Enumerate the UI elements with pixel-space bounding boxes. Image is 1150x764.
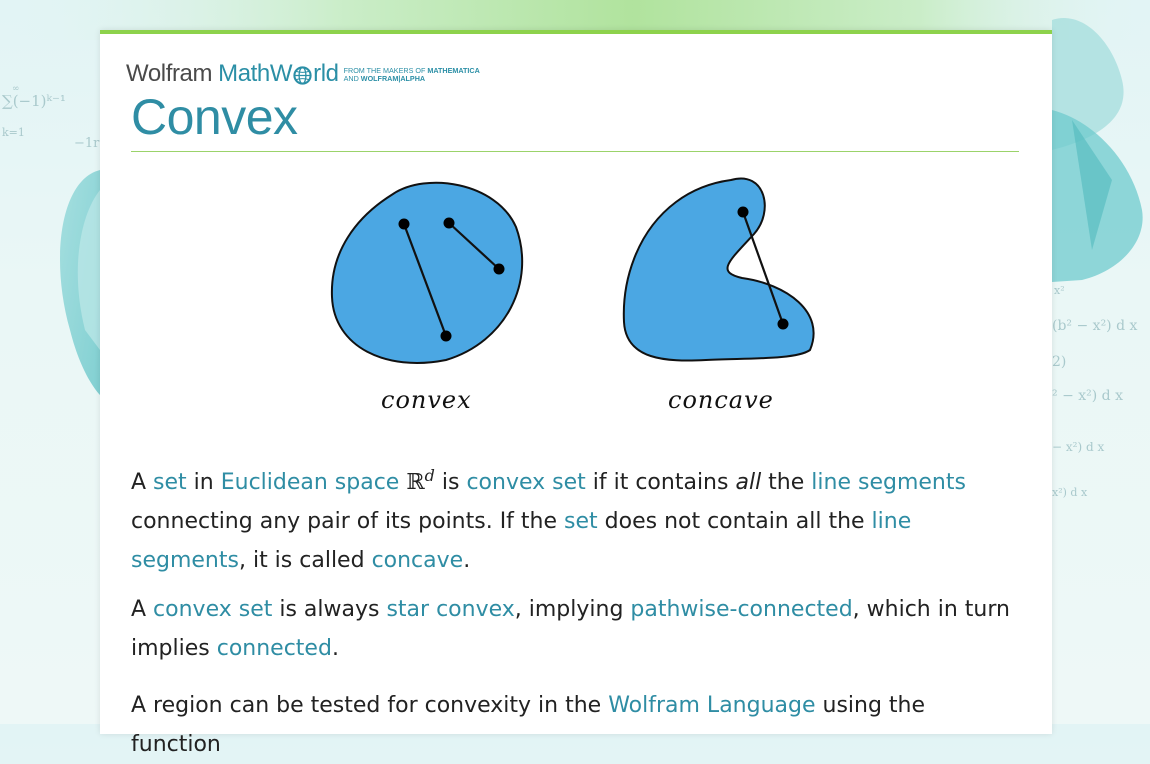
link-convex-set[interactable]: convex set xyxy=(153,597,273,622)
convex-concave-figure xyxy=(326,172,826,422)
link-pathwise-connected[interactable]: pathwise-connected xyxy=(630,597,853,622)
paragraph-wolfram-language: A region can be tested for convexity in the Wolfram Language using the function xyxy=(131,693,926,757)
background-formula-right-3: 2) xyxy=(1052,354,1067,370)
paragraph-star-convex: A convex set is always star convex, implying pathwise-connected, which in turn implies connected. xyxy=(131,597,1010,661)
logo-mathworld-text: MathW xyxy=(218,60,293,87)
link-concave[interactable]: concave xyxy=(371,548,464,573)
link-wolfram-language[interactable]: Wolfram Language xyxy=(608,693,816,718)
convex-point xyxy=(441,331,452,342)
concave-point xyxy=(738,207,749,218)
link-set[interactable]: set xyxy=(153,470,187,495)
emphasis-all: all xyxy=(735,470,762,495)
background-formula-sum: ∑(−1)ᵏ⁻¹ xyxy=(2,92,66,110)
background-right-graphic xyxy=(1052,0,1150,724)
background-formula-right-2: x² xyxy=(1054,284,1065,297)
background-formula-sup: ∞ xyxy=(12,84,20,94)
link-line-segments[interactable]: line segments xyxy=(811,470,966,495)
caption-concave: concave xyxy=(668,386,774,414)
background-formula-sub: k=1 xyxy=(2,126,25,139)
convex-point xyxy=(444,218,455,229)
article-body-2 xyxy=(131,590,1011,668)
site-logo[interactable] xyxy=(126,60,480,88)
concave-point xyxy=(778,319,789,330)
link-connected[interactable]: connected xyxy=(216,636,332,661)
link-set[interactable]: set xyxy=(564,509,598,534)
globe-icon xyxy=(293,66,312,85)
convex-shape xyxy=(332,183,522,363)
background-formula-right-1: (b² − x²) d x xyxy=(1052,318,1138,334)
figure-shapes xyxy=(326,172,826,372)
link-convex-set[interactable]: convex set xyxy=(466,470,586,495)
convex-point xyxy=(494,264,505,275)
article-body-3 xyxy=(131,686,1011,764)
math-exponent-d: d xyxy=(424,466,435,485)
background-formula-right-4: ² − x²) d x xyxy=(1052,388,1123,404)
concave-shape xyxy=(624,178,814,360)
background-formula-right-5: − x²) d x xyxy=(1052,440,1105,454)
background-formula-left-2: −1r xyxy=(74,136,100,151)
background-formula-right-6: x²) d x xyxy=(1052,486,1088,499)
caption-convex: convex xyxy=(381,386,472,414)
logo-wolfram-text: Wolfram xyxy=(126,60,213,87)
logo-mathworld-text-end: rld xyxy=(313,60,339,87)
link-line-segments[interactable]: line segments xyxy=(131,509,912,573)
content-card xyxy=(100,30,1052,757)
article-body xyxy=(131,456,1011,580)
logo-tagline: FROM THE MAKERS OF MATHEMATICA AND WOLFRAM|ALPHA xyxy=(343,66,480,83)
title-divider xyxy=(131,151,1019,152)
convex-point xyxy=(399,219,410,230)
math-real-symbol: ℝ xyxy=(406,470,425,495)
page-title: Convex xyxy=(131,89,298,145)
link-euclidean-space[interactable]: Euclidean space xyxy=(220,470,400,495)
paragraph-definition: A set in Euclidean space ℝ$^d$ is convex set if it contains all the line segments connecting any pair of its points. If the set does not contain all the line segments, it is called concave. xyxy=(131,466,966,573)
logo-mathworld xyxy=(212,60,339,88)
link-star-convex[interactable]: star convex xyxy=(386,597,515,622)
